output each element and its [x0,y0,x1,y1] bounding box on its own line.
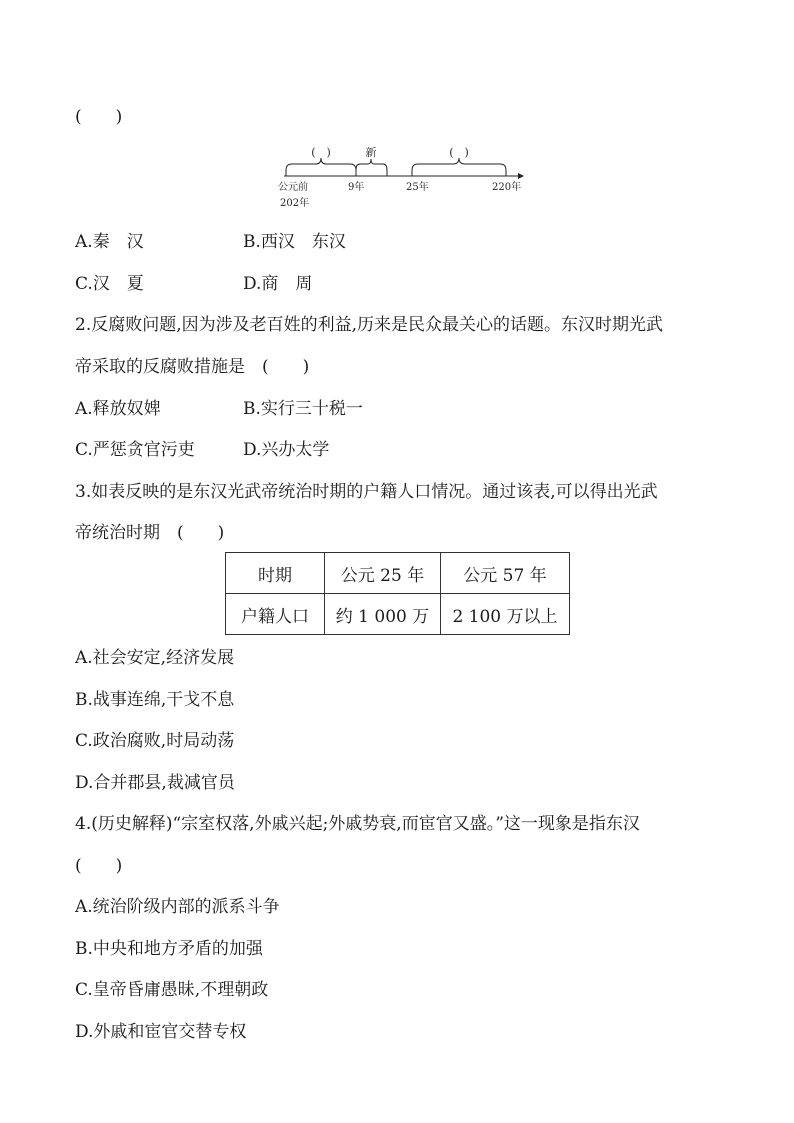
q1-option-b[interactable]: B.西汉 东汉 [243,232,346,252]
q4-option-b[interactable]: B.中央和地方矛盾的加强 [75,939,263,959]
q2-stem-line1: 2.反腐败问题,因为涉及老百姓的利益,历来是民众最关心的话题。东汉时期光武 [75,315,664,335]
population-table [225,552,570,635]
timeline-svg [270,142,540,214]
table-header-cell: 公元 25 年 [325,553,441,594]
table-cell: 2 100 万以上 [441,594,570,635]
tick-label-220: 220年 [492,182,522,193]
q1-timeline-figure [270,142,540,214]
q1-option-d[interactable]: D.商 周 [243,274,313,294]
brace-east-han [412,158,506,170]
table-cell: 约 1 000 万 [325,594,441,635]
table-header-cell: 时期 [226,553,325,594]
q1-option-c[interactable]: C.汉 夏 [75,274,144,294]
table-cell: 户籍人口 [226,594,325,635]
q3-option-b[interactable]: B.战事连绵,干戈不息 [75,690,235,710]
q4-option-d[interactable]: D.外戚和宦官交替专权 [75,1022,247,1042]
label-right-blank: ( ) [449,146,469,159]
tick-label-202bc-line2: 202年 [280,198,310,209]
q1-answer-blank: ( ) [75,107,123,127]
tick-label-202bc-line1: 公元前 [278,182,308,193]
table-header-cell: 公元 57 年 [441,553,570,594]
q2-stem-line2: 帝采取的反腐败措施是 ( ) [75,357,310,377]
q4-option-c[interactable]: C.皇帝昏庸愚昧,不理朝政 [75,980,269,1000]
label-left-blank: ( ) [311,146,331,159]
q2-option-b[interactable]: B.实行三十税一 [243,399,363,419]
label-xin: 新 [365,146,377,159]
q2-option-a[interactable]: A.释放奴婢 [75,399,161,419]
q4-stem-line1: 4.(历史解释)“宗室权落,外戚兴起;外戚势衰,而宦官又盛。”这一现象是指东汉 [75,814,640,834]
tick-label-25: 25年 [406,182,429,193]
q3-option-c[interactable]: C.政治腐败,时局动荡 [75,731,235,751]
table-header-row [226,553,570,594]
q3-stem-line1: 3.如表反映的是东汉光武帝统治时期的户籍人口情况。通过该表,可以得出光武 [75,482,658,502]
table-row [226,594,570,635]
q4-stem-line2: ( ) [75,856,123,876]
q2-option-d[interactable]: D.兴办太学 [243,440,330,460]
timeline-arrow [518,173,524,179]
q2-option-c[interactable]: C.严惩贪官污吏 [75,440,195,460]
q3-option-a[interactable]: A.社会安定,经济发展 [75,648,235,668]
q3-option-d[interactable]: D.合并郡县,裁减官员 [75,773,235,793]
q4-option-a[interactable]: A.统治阶级内部的派系斗争 [75,897,280,917]
q3-stem-line2: 帝统治时期 ( ) [75,523,225,543]
tick-label-9: 9年 [348,182,365,193]
brace-xin [356,159,387,170]
q1-option-a[interactable]: A.秦 汉 [75,232,144,252]
brace-west-han [286,158,356,170]
